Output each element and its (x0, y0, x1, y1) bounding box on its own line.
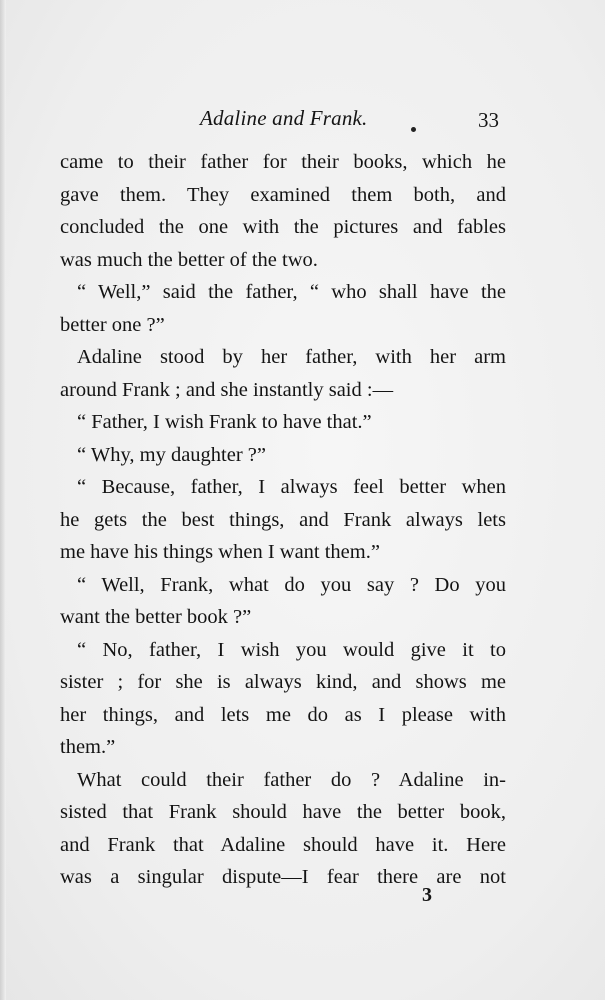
text-line: gave them. They examined them both, and (60, 183, 506, 206)
text-line: was a singular dispute—I fear there are not (60, 866, 506, 888)
text-line: came to their father for their books, which he (60, 151, 506, 173)
body-text (60, 146, 506, 894)
text-line: was much the better of the two. (60, 248, 318, 271)
text-line: want the better book ?” (60, 606, 252, 628)
text-line: What could their father do ? Adaline in- (77, 768, 506, 791)
text-line: “ Well,” said the father, “ who shall have the (77, 281, 506, 303)
text-line: sisted that Frank should have the better book, (60, 801, 506, 823)
running-head (0, 106, 605, 138)
text-line: “ No, father, I wish you would give it to (77, 638, 506, 661)
text-line: “ Why, my daughter ?” (77, 443, 266, 466)
text-line: and Frank that Adaline should have it. Here (60, 833, 506, 856)
ink-speck (411, 127, 416, 132)
text-line: around Frank ; and she instantly said :— (60, 378, 394, 401)
text-line: Adaline stood by her father, with her arm (77, 346, 506, 368)
text-line: “ Well, Frank, what do you say ? Do you (77, 573, 506, 596)
text-line: them.” (60, 736, 116, 758)
text-line: concluded the one with the pictures and fables (60, 216, 506, 238)
text-line: me have his things when I want them.” (60, 541, 380, 563)
text-line: better one ?” (60, 313, 165, 336)
page-edge-shadow (0, 0, 6, 1000)
text-line: “ Because, father, I always feel better when (77, 476, 506, 498)
signature-mark: 3 (422, 884, 432, 906)
page-number: 33 (478, 108, 499, 132)
running-title: Adaline and Frank. (200, 106, 368, 130)
text-line: he gets the best things, and Frank always lets (60, 508, 506, 531)
text-line: sister ; for she is always kind, and shows me (60, 671, 506, 693)
text-line: her things, and lets me do as I please with (60, 703, 506, 726)
text-line: “ Father, I wish Frank to have that.” (77, 411, 372, 433)
